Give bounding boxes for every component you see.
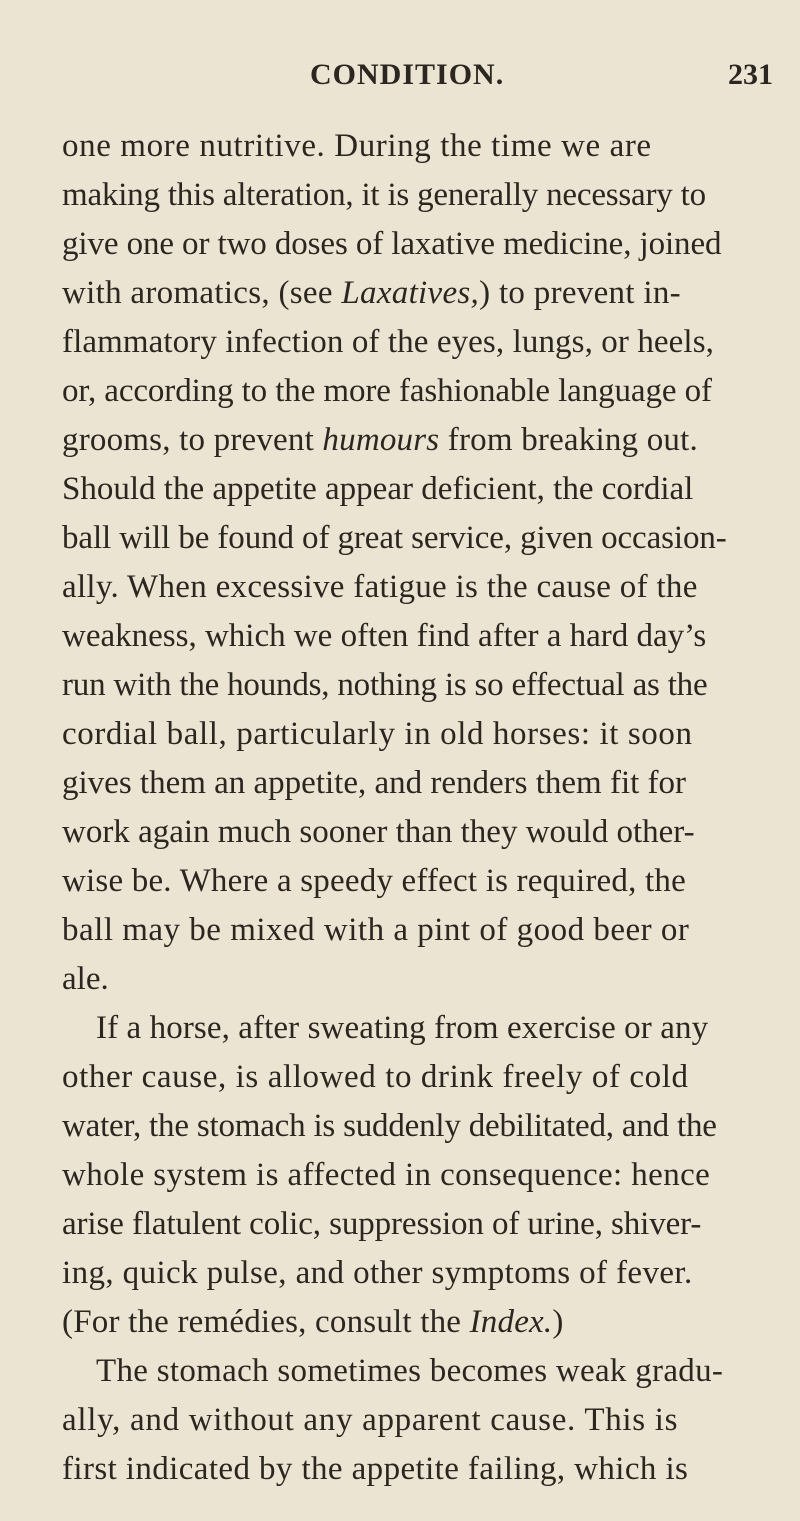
- text-line-20: other cause, is allowed to drink freely of cold: [62, 1059, 689, 1095]
- text-line-8: Should the appetite appear deficient, the cordial: [62, 471, 694, 507]
- text-line-1: one more nutritive. During the time we are: [62, 128, 652, 164]
- text-line-7-italic: humours: [322, 422, 440, 458]
- text-line-27: ally, and without any apparent cause. This is: [62, 1402, 679, 1438]
- text-line-25-pre: (For the remédies, consult the: [62, 1304, 470, 1340]
- text-line-15: work again much sooner than they would other-: [62, 814, 695, 850]
- text-line-3: give one or two doses of laxative medicine, joined: [62, 226, 722, 262]
- text-line-5: flammatory infection of the eyes, lungs, or heels,: [62, 324, 714, 360]
- text-line-25-italic: Index.: [469, 1304, 553, 1340]
- text-line-28: first indicated by the appetite failing, which is: [62, 1451, 689, 1487]
- text-line-14: gives them an appetite, and renders them fit for: [62, 765, 687, 801]
- text-line-13: cordial ball, particularly in old horses: it soon: [62, 716, 693, 752]
- running-title: CONDITION.: [310, 58, 505, 91]
- text-line-4-post: ) to prevent in-: [479, 275, 681, 311]
- text-line-19: If a horse, after sweating from exercise or any: [96, 1010, 709, 1046]
- text-line-26: The stomach sometimes becomes weak gradu-: [96, 1353, 724, 1389]
- text-line-6: or, according to the more fashionable language of: [62, 373, 712, 409]
- text-line-18: ale.: [62, 961, 109, 997]
- text-line-9: ball will be found of great service, given occasion-: [62, 520, 727, 556]
- text-line-22: whole system is affected in consequence: hence: [62, 1157, 711, 1193]
- text-line-4-italic: Laxatives,: [341, 275, 480, 311]
- text-line-21: water, the stomach is suddenly debilitated, and the: [62, 1108, 717, 1144]
- text-line-23: arise flatulent colic, suppression of urine, shiver-: [62, 1206, 702, 1242]
- text-line-24: ing, quick pulse, and other symptoms of fever.: [62, 1255, 693, 1291]
- text-line-10: ally. When excessive fatigue is the cause of the: [62, 569, 698, 605]
- text-line-16: wise be. Where a speedy effect is required, the: [62, 863, 686, 899]
- text-line-17: ball may be mixed with a pint of good beer or: [62, 912, 690, 948]
- text-line-4: [62, 273, 800, 313]
- text-line-12: run with the hounds, nothing is so effectual as the: [62, 667, 708, 703]
- text-line-2: making this alteration, it is generally necessary to: [62, 177, 706, 213]
- text-line-7-pre: grooms, to prevent: [62, 422, 323, 458]
- page-header: [0, 58, 800, 108]
- text-line-4-pre: with aromatics, (see: [62, 275, 342, 311]
- text-line-7-post: from breaking out.: [439, 422, 698, 458]
- text-line-11: weakness, which we often find after a hard day’s: [62, 618, 707, 654]
- text-line-25: [62, 1302, 800, 1342]
- text-line-7: [62, 420, 800, 460]
- page-number: 231: [728, 58, 773, 91]
- text-line-25-post: ): [552, 1304, 564, 1340]
